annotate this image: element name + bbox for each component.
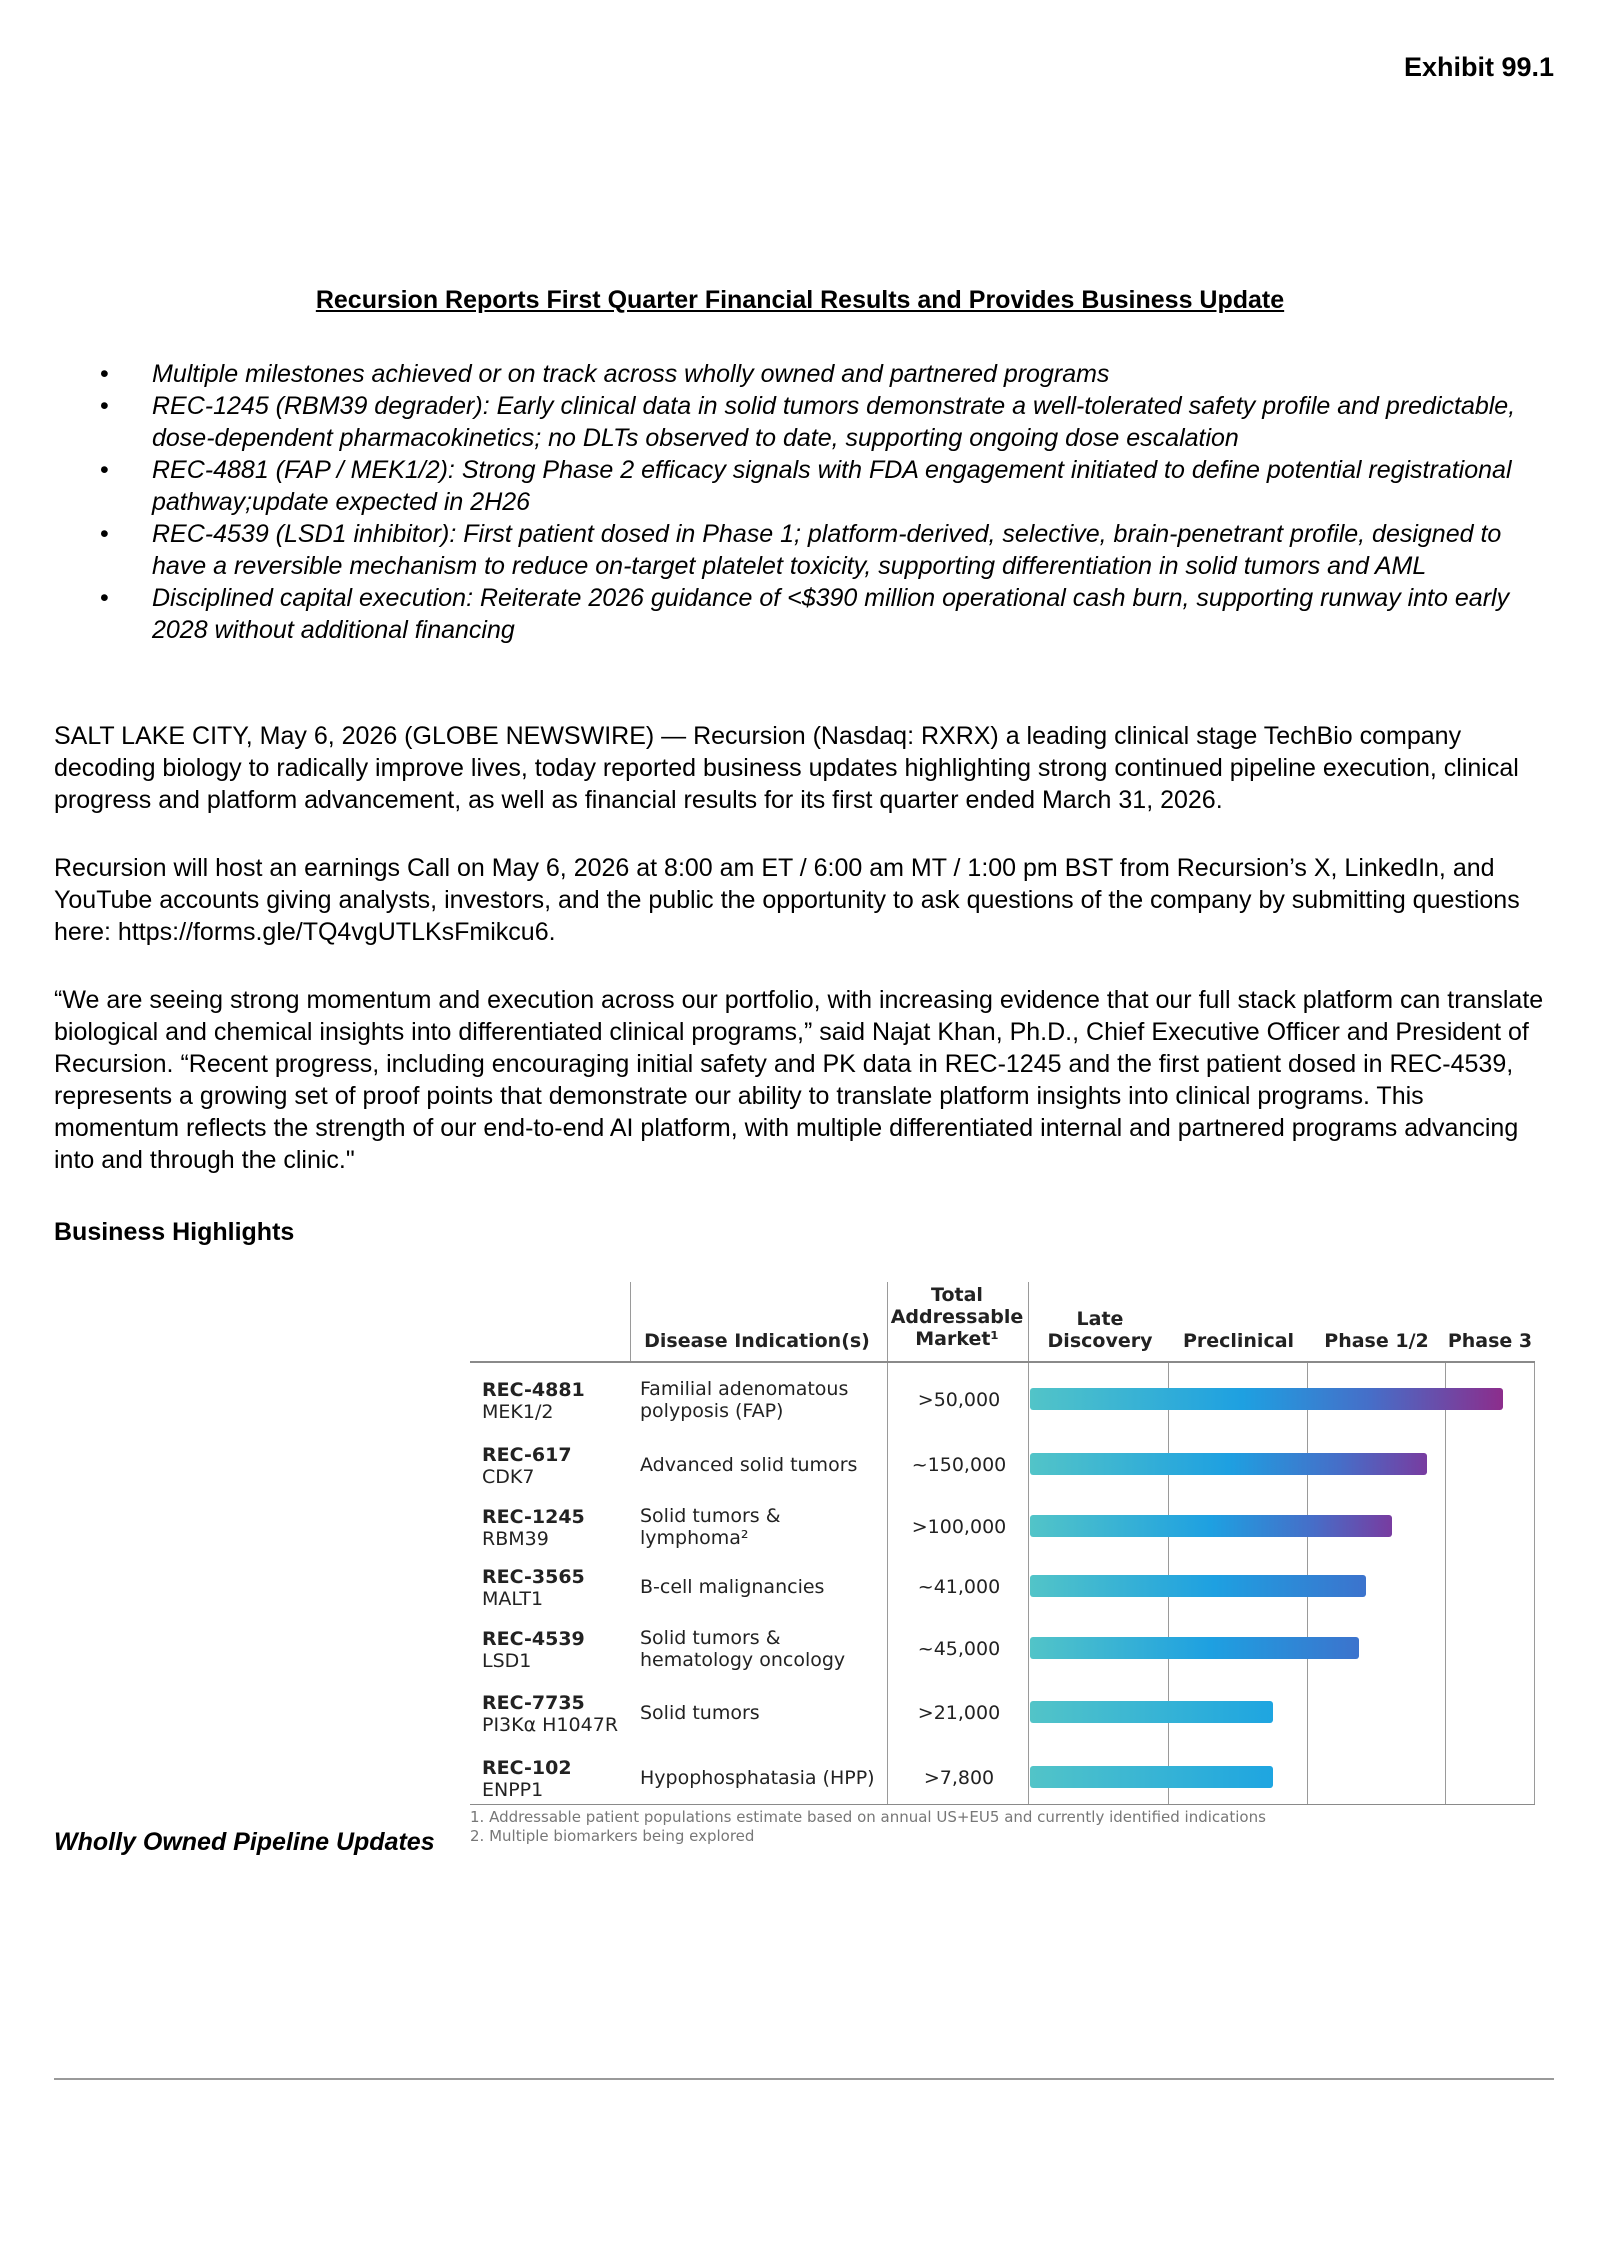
header-rule bbox=[470, 1361, 1535, 1363]
program-target: LSD1 bbox=[482, 1650, 532, 1672]
disease-indication: Hypophosphatasia (HPP) bbox=[640, 1766, 875, 1789]
highlight-bullet bbox=[54, 454, 1554, 518]
header-disease-indication: Disease Indication(s) bbox=[644, 1330, 870, 1352]
disease-indication: Solid tumors bbox=[640, 1701, 760, 1724]
disease-indication: Solid tumors & hematology oncology bbox=[640, 1626, 846, 1671]
tam-value: >21,000 bbox=[917, 1701, 1001, 1724]
program-cell bbox=[482, 1757, 572, 1801]
page-divider bbox=[54, 2078, 1554, 2080]
program-cell bbox=[482, 1628, 585, 1672]
key-highlights-list bbox=[54, 358, 1554, 646]
pipeline-row bbox=[470, 1680, 1535, 1745]
highlight-bullet bbox=[54, 582, 1554, 646]
disease-indication: Solid tumors & lymphoma² bbox=[640, 1504, 781, 1549]
phase-progress-bar bbox=[1030, 1637, 1359, 1659]
tam-value: >100,000 bbox=[911, 1515, 1007, 1538]
tam-value: ~45,000 bbox=[917, 1637, 1001, 1660]
tam-value: >7,800 bbox=[923, 1766, 995, 1789]
phase-progress-bar bbox=[1030, 1388, 1503, 1410]
pipeline-row bbox=[470, 1616, 1535, 1681]
bullet-icon: • bbox=[100, 520, 109, 548]
highlight-text: REC-1245 (RBM39 degrader): Early clinical data in solid tumors demonstrate a well-tolerated safety profile and predictable, dose-dependent pharmacokinetics; no DLTs observed to date, supporting ongoing dose escalation bbox=[152, 392, 1516, 452]
program-target: MEK1/2 bbox=[482, 1401, 554, 1423]
wholly-owned-pipeline-heading: Wholly Owned Pipeline Updates bbox=[54, 1828, 435, 1856]
header-late-discovery: Late Discovery bbox=[1047, 1308, 1153, 1352]
highlight-bullet bbox=[54, 518, 1554, 582]
highlight-text: REC-4881 (FAP / MEK1/2): Strong Phase 2 efficacy signals with FDA engagement initiated to define potential registrational pathway;update expected in 2H26 bbox=[152, 456, 1512, 516]
program-target: CDK7 bbox=[482, 1466, 535, 1488]
bullet-icon: • bbox=[100, 392, 109, 420]
disease-indication: B-cell malignancies bbox=[640, 1575, 825, 1598]
header-phase-3: Phase 3 bbox=[1447, 1330, 1533, 1352]
pipeline-row bbox=[470, 1745, 1535, 1810]
phase-progress-bar bbox=[1030, 1766, 1273, 1788]
phase-progress-bar bbox=[1030, 1575, 1366, 1597]
program-name: REC-4539 bbox=[482, 1628, 585, 1650]
ceo-quote-paragraph: “We are seeing strong momentum and execution across our portfolio, with increasing evidence that our full stack platform can translate biological and chemical insights into differentiated clinical programs,” said Najat Khan, Ph.D., Chief Executive Officer and President of Recursion. “Recent progress, including encouraging initial safety and PK data in REC-1245 and the first patient dosed in REC-4539, represents a growing set of proof points that demonstrate our ability to translate platform insights into clinical programs. This momentum reflects the strength of our end-to-end AI platform, with multiple differentiated internal and partnered programs advancing into and through the clinic." bbox=[54, 986, 1544, 1174]
phase-progress-bar bbox=[1030, 1515, 1392, 1537]
program-cell bbox=[482, 1506, 585, 1550]
pipeline-footnotes bbox=[470, 1808, 1266, 1846]
press-release-title: Recursion Reports First Quarter Financial Results and Provides Business Update bbox=[315, 286, 1285, 314]
pipeline-row bbox=[470, 1367, 1535, 1432]
disease-indication: Familial adenomatous polyposis (FAP) bbox=[640, 1377, 849, 1422]
tam-value: ~150,000 bbox=[911, 1453, 1007, 1476]
program-cell bbox=[482, 1692, 618, 1736]
program-name: REC-7735 bbox=[482, 1692, 585, 1714]
phase-progress-bar bbox=[1030, 1701, 1273, 1723]
program-target: MALT1 bbox=[482, 1588, 544, 1610]
highlight-bullet bbox=[54, 390, 1554, 454]
grid-line bbox=[630, 1282, 631, 1362]
program-name: REC-102 bbox=[482, 1757, 572, 1779]
tam-value: >50,000 bbox=[917, 1388, 1001, 1411]
bullet-icon: • bbox=[100, 584, 109, 612]
header-total-addressable-market: Total Addressable Market¹ bbox=[890, 1284, 1024, 1350]
pipeline-table bbox=[470, 1282, 1535, 1802]
header-preclinical: Preclinical bbox=[1182, 1330, 1295, 1352]
footnote: 1. Addressable patient populations estimate based on annual US+EU5 and currently identified indications bbox=[470, 1808, 1266, 1826]
program-target: ENPP1 bbox=[482, 1779, 544, 1801]
program-cell bbox=[482, 1444, 572, 1488]
program-name: REC-617 bbox=[482, 1444, 572, 1466]
bullet-icon: • bbox=[100, 360, 109, 388]
business-highlights-heading: Business Highlights bbox=[54, 1218, 295, 1246]
footnote: 2. Multiple biomarkers being explored bbox=[470, 1827, 755, 1845]
pipeline-row bbox=[470, 1554, 1535, 1619]
program-name: REC-1245 bbox=[482, 1506, 585, 1528]
program-cell bbox=[482, 1379, 585, 1423]
phase-progress-bar bbox=[1030, 1453, 1427, 1475]
program-cell bbox=[482, 1566, 585, 1610]
highlight-bullet bbox=[54, 358, 1554, 390]
highlight-text: Disciplined capital execution: Reiterate 2026 guidance of <$390 million operational cash burn, supporting runway into early 2028 without additional financing bbox=[152, 584, 1510, 644]
pipeline-row bbox=[470, 1494, 1535, 1559]
program-name: REC-4881 bbox=[482, 1379, 585, 1401]
program-target: RBM39 bbox=[482, 1528, 549, 1550]
header-phase-1-2: Phase 1/2 bbox=[1324, 1330, 1429, 1352]
program-name: REC-3565 bbox=[482, 1566, 585, 1588]
pipeline-row bbox=[470, 1432, 1535, 1497]
bullet-icon: • bbox=[100, 456, 109, 484]
earnings-call-paragraph: Recursion will host an earnings Call on May 6, 2026 at 8:00 am ET / 6:00 am MT / 1:00 pm BST from Recursion’s X, LinkedIn, and YouTube accounts giving analysts, investors, and the public the opportunity to ask questions of the company by submitting questions here: https://forms.gle/TQ4vgUTLKsFmikcu6. bbox=[54, 854, 1520, 946]
highlight-text: REC-4539 (LSD1 inhibitor): First patient dosed in Phase 1; platform-derived, selective, brain-penetrant profile, designed to have a reversible mechanism to reduce on-target platelet toxicity, supporting differentiation in solid tumors and AML bbox=[152, 520, 1502, 580]
exhibit-label: Exhibit 99.1 bbox=[1403, 52, 1554, 82]
tam-value: ~41,000 bbox=[917, 1575, 1001, 1598]
disease-indication: Advanced solid tumors bbox=[640, 1453, 858, 1476]
dateline-paragraph: SALT LAKE CITY, May 6, 2026 (GLOBE NEWSWIRE) — Recursion (Nasdaq: RXRX) a leading clinical stage TechBio company decoding biology to radically improve lives, today reported business updates highlighting strong continued pipeline execution, clinical progress and platform advancement, as well as financial results for its first quarter ended March 31, 2026. bbox=[54, 722, 1519, 814]
highlight-text: Multiple milestones achieved or on track across wholly owned and partnered programs bbox=[152, 360, 1110, 388]
program-target: PI3Kα H1047R bbox=[482, 1714, 619, 1736]
